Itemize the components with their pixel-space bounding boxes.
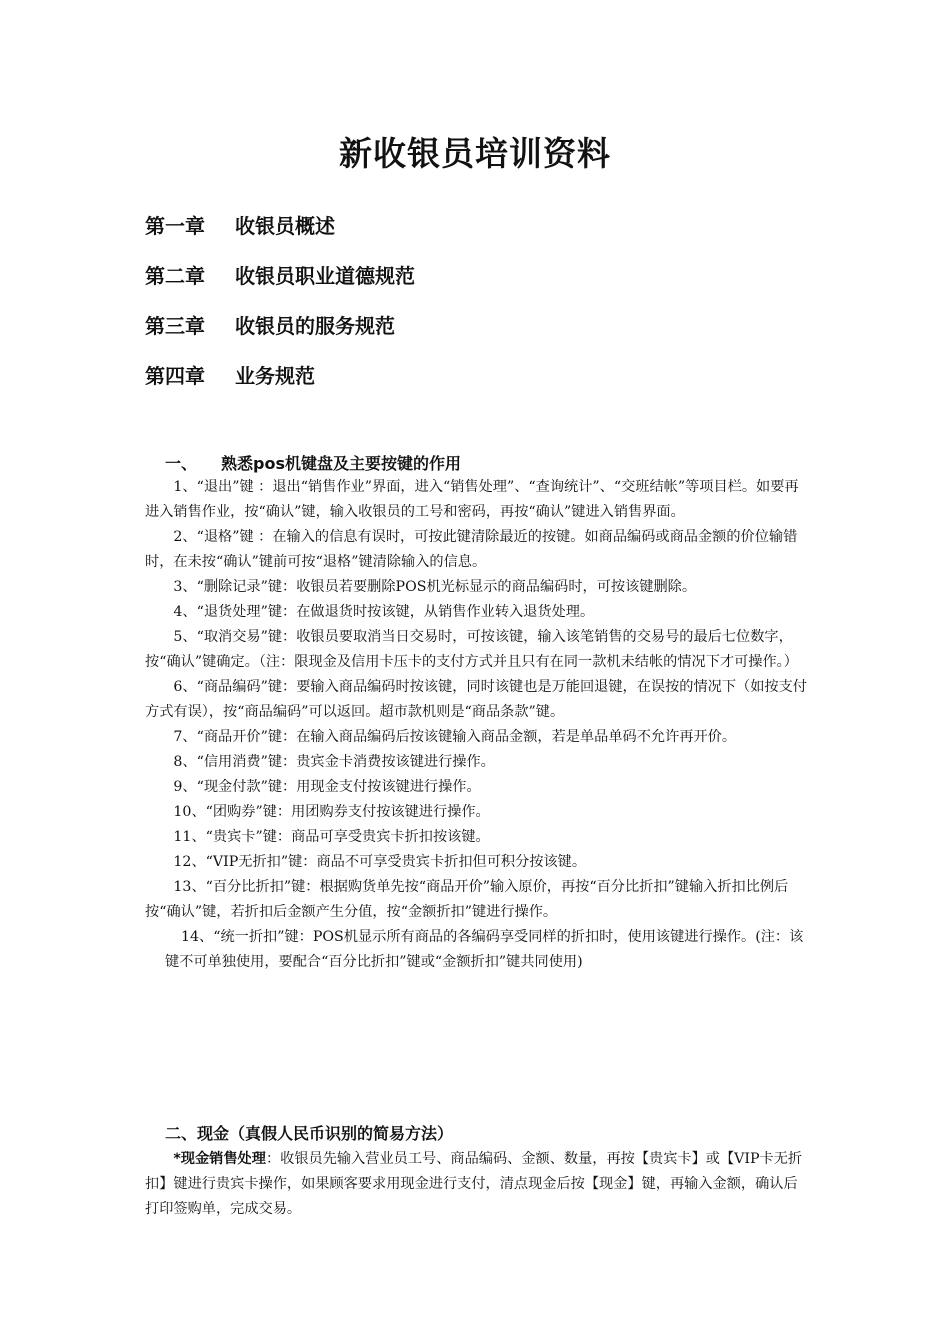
key-item-12: 12、“VIP无折扣”键：商品不可享受贵宾卡折扣但可积分按该键。 xyxy=(173,854,587,870)
toc-item-2 xyxy=(145,261,415,311)
toc-name: 收银员概述 xyxy=(235,214,335,238)
section-2-body xyxy=(145,1147,807,1222)
cash-sale-paragraph xyxy=(145,1147,807,1222)
section-1-heading xyxy=(165,451,461,474)
key-item-4: 4、“退货处理”键：在做退货时按该键，从销售作业转入退货处理。 xyxy=(173,604,595,620)
key-item-6: 6、“商品编码”键：要输入商品编码时按该键，同时该键也是万能回退键，在误按的情况下（如按支付方式有误），按“商品编码”可以返回。超市款机则是“商品条款”键。 xyxy=(145,679,807,720)
key-item-10: 10、“团购券”键：用团购券支付按该键进行操作。 xyxy=(173,804,490,820)
key-item-7: 7、“商品开价”键：在输入商品编码后按该键输入商品金额，若是单品单码不允许再开价。 xyxy=(173,729,737,745)
toc-chapter: 第一章 xyxy=(145,214,205,238)
key-item-9: 9、“现金付款”键：用现金支付按该键进行操作。 xyxy=(173,779,481,795)
toc-name: 收银员的服务规范 xyxy=(235,314,395,338)
toc-chapter: 第二章 xyxy=(145,264,205,288)
toc-item-4 xyxy=(145,361,415,411)
key-item-11: 11、“贵宾卡”键：商品可享受贵宾卡折扣按该键。 xyxy=(173,829,490,845)
key-item-14: 14、“统一折扣”键：POS机显示所有商品的各编码享受同样的折扣时，使用该键进行操作。(注：该键不可单独使用，要配合“百分比折扣”键或“金额折扣”键共同使用) xyxy=(165,929,804,970)
toc-item-3 xyxy=(145,311,415,361)
cash-sale-lead: *现金销售处理 xyxy=(173,1151,266,1167)
toc-item-1 xyxy=(145,211,415,261)
section-1-body xyxy=(145,475,807,975)
toc-name: 业务规范 xyxy=(235,364,315,388)
key-item-1: 1、“退出”键 ：退出“销售作业”界面，进入“销售处理”、“查询统计”、“交班结帐”等项目栏。如要再进入销售作业，按“确认”键，输入收银员的工号和密码，再按“确认”键进入销售界面。 xyxy=(145,479,799,520)
section-2-heading: 二、现金（真假人民币识别的简易方法） xyxy=(165,1124,454,1143)
key-item-3: 3、“删除记录”键：收银员若要删除POS机光标显示的商品编码时，可按该键删除。 xyxy=(173,579,697,595)
cash-sale-text: ：收银员先输入营业员工号、商品编码、金额、数量，再按【贵宾卡】或【VIP卡无折扣】键进行贵宾卡操作，如果顾客要求用现金进行支付，清点现金后按【现金】键，再输入金额，确认后打印签购单，完成交易。 xyxy=(145,1151,803,1217)
key-item-13: 13、“百分比折扣”键：根据购货单先按“商品开价”输入原价，再按“百分比折扣”键输入折扣比例后按“确认”键，若折扣后金额产生分值，按“金额折扣”键进行操作。 xyxy=(145,879,789,920)
table-of-contents xyxy=(145,211,415,411)
key-item-8: 8、“信用消费”键：贵宾金卡消费按该键进行操作。 xyxy=(173,754,495,770)
key-item-2: 2、“退格”键 ：在输入的信息有误时，可按此键清除最近的按键。如商品编码或商品金额的价位输错时，在未按“确认”键前可按“退格”键清除输入的信息。 xyxy=(145,529,798,570)
toc-chapter: 第三章 xyxy=(145,314,205,338)
document-title: 新收银员培训资料 xyxy=(339,134,611,173)
toc-chapter: 第四章 xyxy=(145,364,205,388)
key-item-5: 5、“取消交易”键：收银员要取消当日交易时，可按该键，输入该笔销售的交易号的最后七位数字，按“确认”键确定。（注：限现金及信用卡压卡的支付方式并且只有在同一款机未结帐的情况下才可操作。） xyxy=(145,629,798,670)
section-1-number: 一、 xyxy=(165,454,198,473)
toc-name: 收银员职业道德规范 xyxy=(235,264,415,288)
section-1-title: 熟悉pos机键盘及主要按键的作用 xyxy=(221,454,461,473)
